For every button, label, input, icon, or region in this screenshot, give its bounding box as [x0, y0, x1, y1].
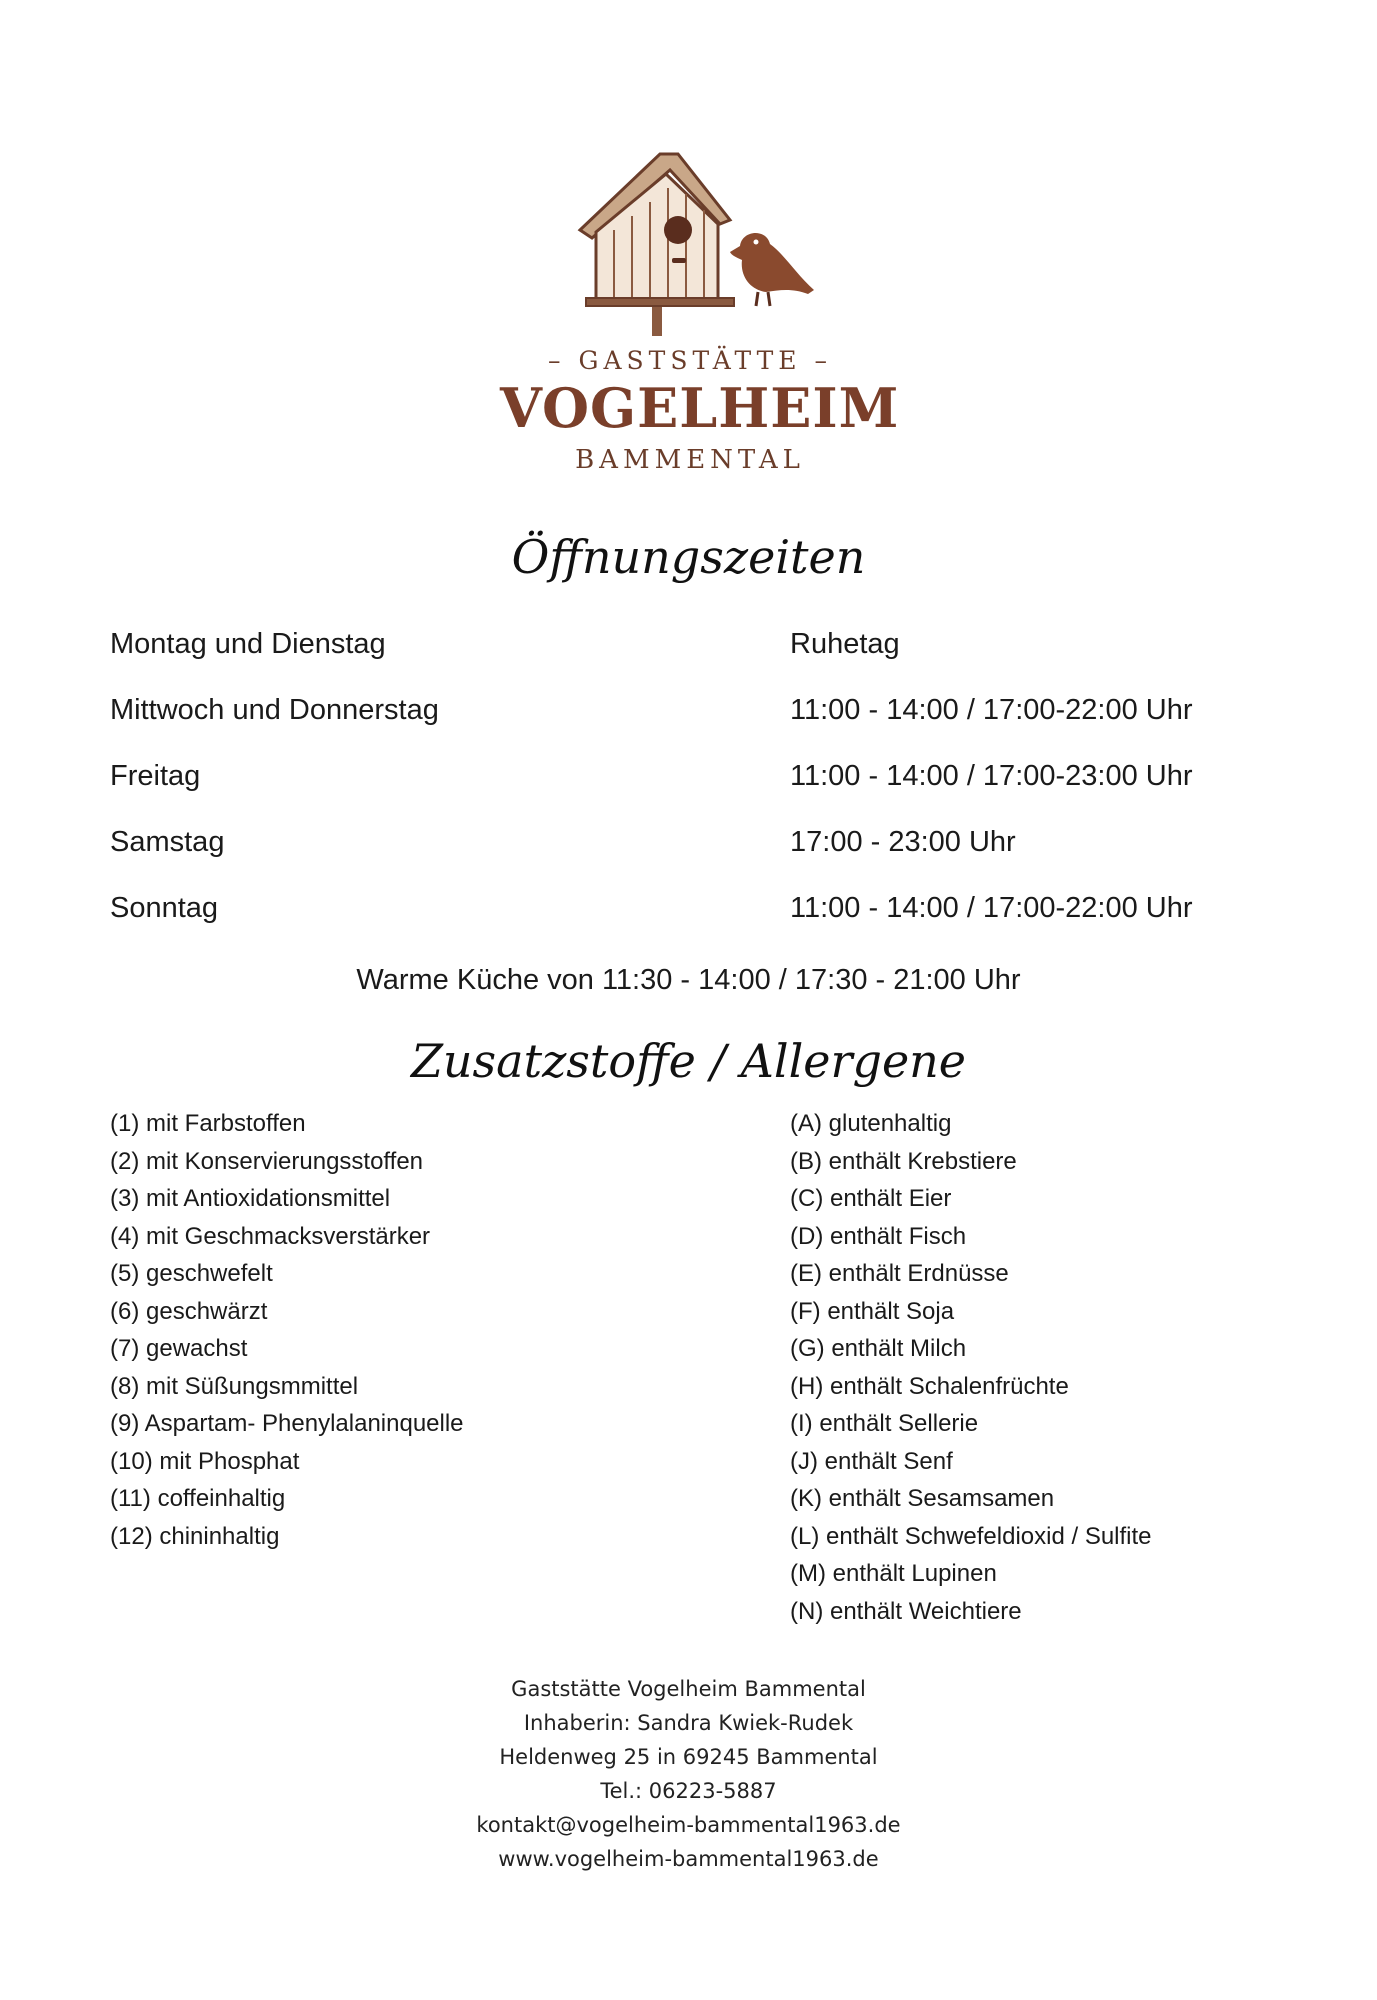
hours-row [110, 694, 1270, 760]
list-item: (11) coffeinhaltig [110, 1485, 286, 1512]
list-item: (A) glutenhaltig [790, 1110, 952, 1137]
allergens-list [790, 1110, 1152, 1635]
list-item: (F) enthält Soja [790, 1297, 955, 1325]
footer-owner: Inhaberin: Sandra Kwiek-Rudek [523, 1711, 854, 1735]
birdhouse-bird-icon [570, 150, 830, 340]
list-item: (6) geschwärzt [110, 1297, 268, 1325]
hours-row [110, 892, 1270, 958]
hours-day: Samstag [110, 826, 225, 858]
list-item: (E) enthält Erdnüsse [790, 1260, 1009, 1287]
logo [500, 150, 900, 480]
footer-phone: Tel.: 06223-5887 [600, 1779, 777, 1803]
additives-list [110, 1110, 464, 1560]
list-item: (J) enthält Senf [790, 1447, 953, 1475]
hours-day: Sonntag [110, 892, 219, 924]
list-item: (7) gewachst [110, 1335, 248, 1362]
list-item: (5) geschwefelt [110, 1260, 273, 1287]
list-item: (M) enthält Lupinen [790, 1560, 997, 1587]
list-item: (D) enthält Fisch [790, 1222, 967, 1250]
list-item: (3) mit Antioxidationsmittel [110, 1185, 391, 1212]
list-item: (8) mit Süßungsmmittel [110, 1372, 359, 1400]
footer-contact [0, 1672, 1377, 1876]
hours-heading: Öffnungszeiten [511, 530, 866, 584]
list-item: (G) enthält Milch [790, 1335, 967, 1362]
logo-name: VOGELHEIM [500, 376, 900, 440]
hours-time: 11:00 - 14:00 / 17:00-23:00 Uhr [790, 760, 1193, 792]
hours-row [110, 760, 1270, 826]
hours-day: Mittwoch und Donnerstag [110, 694, 439, 726]
footer-business-name: Gaststätte Vogelheim Bammental [511, 1677, 866, 1701]
logo-place: BAMMENTAL [575, 445, 805, 475]
hours-time: 17:00 - 23:00 Uhr [790, 826, 1016, 858]
list-item: (L) enthält Schwefeldioxid / Sulfite [790, 1522, 1152, 1550]
list-item: (1) mit Farbstoffen [110, 1110, 306, 1137]
allergen-heading: Zusatzstoffe / Allergene [410, 1034, 967, 1088]
hours-time: 11:00 - 14:00 / 17:00-22:00 Uhr [790, 694, 1193, 726]
list-item: (I) enthält Sellerie [790, 1410, 979, 1437]
list-item: (H) enthält Schalenfrüchte [790, 1372, 1069, 1400]
list-item: (10) mit Phosphat [110, 1447, 300, 1475]
list-item: (B) enthält Krebstiere [790, 1147, 1017, 1175]
footer-address: Heldenweg 25 in 69245 Bammental [499, 1745, 878, 1769]
list-item: (12) chininhaltig [110, 1522, 280, 1550]
hours-day: Montag und Dienstag [110, 628, 386, 660]
list-item: (2) mit Konservierungsstoffen [110, 1147, 424, 1175]
hours-row [110, 826, 1270, 892]
hours-day: Freitag [110, 760, 201, 792]
logo-subtitle: – GASTSTÄTTE – [548, 346, 832, 375]
list-item: (K) enthält Sesamsamen [790, 1485, 1055, 1512]
footer-email-link[interactable]: kontakt@vogelheim-bammental1963.de [476, 1813, 901, 1837]
hours-time: Ruhetag [790, 628, 900, 660]
kitchen-hours: Warme Küche von 11:30 - 14:00 / 17:30 - 21:00 Uhr [356, 964, 1021, 996]
list-item: (9) Aspartam- Phenylalaninquelle [110, 1410, 464, 1437]
list-item: (N) enthält Weichtiere [790, 1597, 1022, 1625]
list-item: (C) enthält Eier [790, 1185, 952, 1212]
opening-hours-table [110, 628, 1270, 958]
footer-website-link[interactable]: www.vogelheim-bammental1963.de [498, 1847, 879, 1871]
hours-time: 11:00 - 14:00 / 17:00-22:00 Uhr [790, 892, 1193, 924]
list-item: (4) mit Geschmacksverstärker [110, 1222, 431, 1250]
hours-row [110, 628, 1270, 694]
